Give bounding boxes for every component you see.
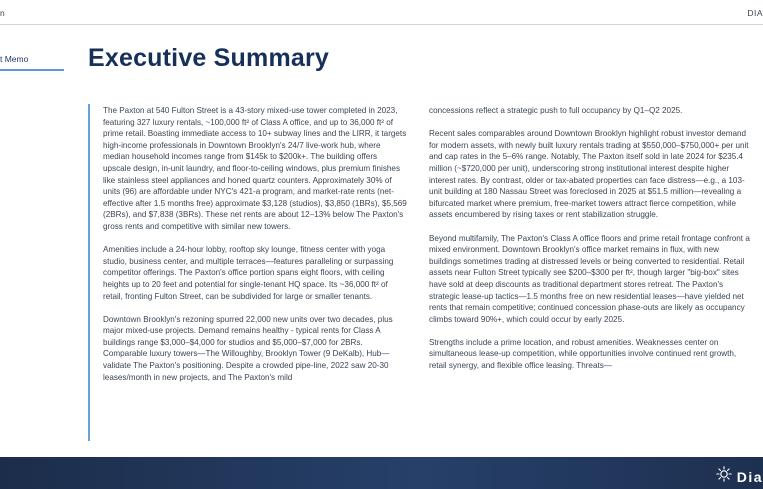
right-column bbox=[429, 105, 751, 383]
paragraph: concessions reflect a strategic push to full occupancy by Q1–Q2 2025. bbox=[429, 106, 683, 115]
accent-bar bbox=[88, 104, 90, 441]
footer-logo bbox=[716, 466, 763, 487]
left-column bbox=[103, 105, 407, 395]
sidebar-item-memo[interactable]: t Memo bbox=[0, 54, 29, 64]
header-divider bbox=[0, 24, 763, 25]
page-title: Executive Summary bbox=[88, 44, 330, 72]
paragraph: Beyond multifamily, The Paxton's Class A office floors and prime retail frontage confront a mixed environment. Downtown Brooklyn's office market remains in flux, with new buildings sometimes trading at distressed levels or being converted to residential. Retail assets near Fulton Street typically see $200–$300 per ft², though larger "big-box" sites have sold at deep discounts as traditional department stores retreat. The Paxton's strategic lease-up tactics—1.5 months free on new residential leases—have yielded net rents that remain competitive; continued concession phase-outs are likely as occupancy climbs toward 90%+, which could occur by early 2025. bbox=[429, 233, 750, 324]
paragraph: The Paxton at 540 Fulton Street is a 43-story mixed-use tower completed in 2023, featuring 327 luxury rentals, ~100,000 ft² of Class A office, and up to 36,000 ft² of prime retail. Boasting immediate access to 10+ subway lines and the LIRR, it targets high-income professionals in Downtown Brooklyn's 24/7 live-work hub, where median household incomes range from $145k to $200k+. The building offers upscale design, in-unit laundry, and floor-to-ceiling windows, plus premium finishes like stainless steel appliances and honed quartz counters. Approximately 30% of units (96) are affordable under NYC's 421-a program, and market-rate rents (net-effective after 1.5 months free) approximate $3,128 (studios), $3,850 (1BRs), $5,569 (2BRs), and $7,838 (3BRs). These net rents are about 12–13% below The Paxton's gross rents and competitive with similar new towers. bbox=[103, 106, 407, 231]
header-brand-text: DIA bbox=[747, 8, 763, 18]
paragraph: Strengths include a prime location, and robust amenities. Weaknesses center on simultaneous lease-up competition, while opportunities involve continued rent growth, retail synergy, and flexible office leasing. Threats— bbox=[429, 337, 737, 371]
paragraph: Amenities include a 24-hour lobby, rooftop sky lounge, fitness center with yoga studio, business center, and multiple terraces—features paralleling or surpassing competitor offerings. The Paxton's office portion spans eight floors, with ceiling heights up to 20 feet and potential for single-tenant HQ space. Its ~36,000 ft² of retail, fronting Fulton Street, can be subdivided for large or smaller tenants. bbox=[103, 245, 394, 301]
footer-logo-text: Dia bbox=[736, 468, 763, 485]
sun-burst-icon bbox=[716, 466, 732, 487]
header-left-text: n bbox=[0, 8, 5, 18]
paragraph: Downtown Brooklyn's rezoning spurred 22,000 new units over two decades, plus major mixed-use projects. Demand remains healthy - typical rents for Class A buildings range $3,000–$4,000 for studios and $5,000–$7,000 for 2BRs. Comparable luxury towers—The Willoughby, Brooklyn Tower (9 DeKalb), Hub—validate The Paxton's positioning. Despite a crowded pipe-line, 2022 saw 20-30 leases/month in new projects, and The Paxton's mild bbox=[103, 314, 393, 382]
footer-bar bbox=[0, 457, 763, 489]
sidebar-active-indicator bbox=[0, 69, 64, 71]
paragraph: Recent sales comparables around Downtown Brooklyn highlight robust investor demand for modern assets, with newly built luxury rentals trading at $550,000–$750,000+ per unit and cap rates in the 5–6% range. Notably, The Paxton itself sold in late 2024 for $235.4 million (~$720,000 per unit), underscoring strong institutional interest despite higher interest rates. By contrast, older or tax-abated properties can face distress—e.g., a 103-unit building at 180 Nassau Street was foreclosed in 2025 at $51.5 million—revealing a bifurcated market where premium, free-market towers attract fierce competition, while assets encumbered by rising taxes or rent stabilization struggle. bbox=[429, 129, 749, 220]
